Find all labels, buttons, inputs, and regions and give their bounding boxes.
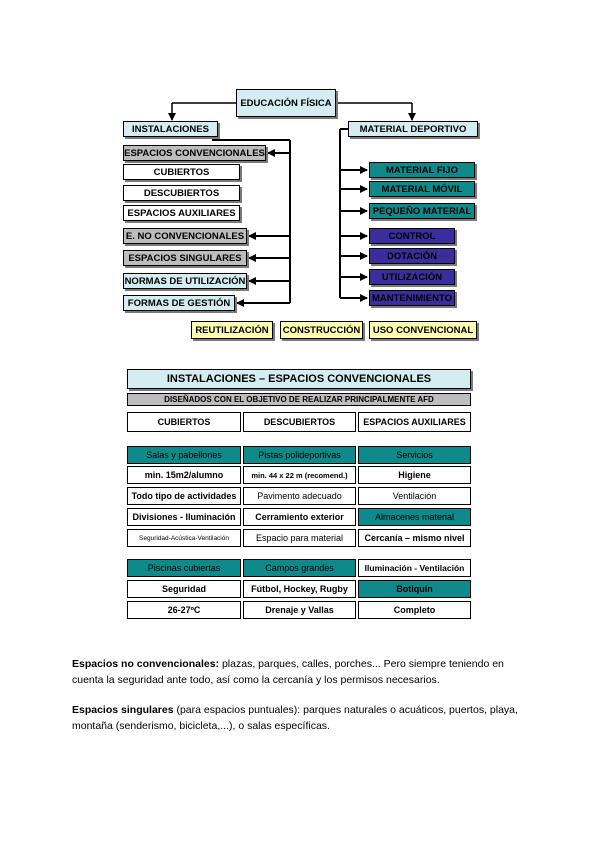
table-cell: Ventilación (358, 487, 471, 505)
pequeno-material-node: PEQUEÑO MATERIAL (369, 203, 475, 219)
table-cell: Seguridad-Acústica-Ventilación (127, 529, 241, 547)
descubiertos-node: DESCUBIERTOS (123, 185, 240, 201)
uso-convencional-node: USO CONVENCIONAL (369, 321, 477, 339)
header-descubiertos: DESCUBIERTOS (243, 412, 356, 432)
header-cubiertos: CUBIERTOS (127, 412, 241, 432)
table-cell: Iluminación - Ventilación (358, 559, 471, 577)
table-cell: Seguridad (127, 580, 241, 598)
table-cell: Completo (358, 601, 471, 619)
normas-utilizacion-node: NORMAS DE UTILIZACIÓN (123, 273, 247, 289)
header-auxiliares: ESPACIOS AUXILIARES (358, 412, 471, 432)
table-cell: Almacenes material (358, 508, 471, 526)
cubiertos-node: CUBIERTOS (123, 164, 240, 180)
material-deportivo-node: MATERIAL DEPORTIVO (348, 121, 478, 137)
table-cell: Divisiones - Iluminación (127, 508, 241, 526)
construccion-node: CONSTRUCCIÓN (280, 321, 363, 339)
table-cell: Pistas polideportivas (243, 446, 356, 464)
table-subtitle: DISEÑADOS CON EL OBJETIVO DE REALIZAR PRINCIPALMENTE AFD (127, 393, 471, 406)
mantenimiento-node: MANTENIMIENTO (369, 290, 455, 306)
table-cell: Servicios (358, 446, 471, 464)
utilizacion-node: UTILIZACIÓN (369, 269, 455, 285)
espacios-singulares-node: ESPACIOS SINGULARES (123, 250, 247, 266)
table-cell: Piscinas cubiertas (127, 559, 241, 577)
instalaciones-node: INSTALACIONES (123, 121, 218, 137)
table-cell: min. 44 x 22 m (recomend.) (243, 466, 356, 484)
table-cell: Salas y pabellones (127, 446, 241, 464)
paragraph-term: Espacios singulares (72, 704, 174, 716)
table-cell: 26-27ºC (127, 601, 241, 619)
material-movil-node: MATERIAL MÓVIL (369, 181, 475, 197)
table-cell: Espacio para material (243, 529, 356, 547)
formas-gestion-node: FORMAS DE GESTIÓN (123, 295, 235, 311)
table-cell: Campos grandes (243, 559, 356, 577)
table-cell: Cercanía – mismo nivel (358, 529, 471, 547)
diagram-connectors (0, 0, 600, 345)
no-convencionales-node: E. NO CONVENCIONALES (123, 228, 247, 244)
paragraph-term: Espacios no convencionales: (72, 658, 220, 670)
table-cell: min. 15m2/alumno (127, 466, 241, 484)
dotacion-node: DOTACIÓN (369, 248, 455, 264)
root-node: EDUCACIÓN FÍSICA (236, 89, 336, 117)
table-cell: Pavimento adecuado (243, 487, 356, 505)
espacios-auxiliares-node: ESPACIOS AUXILIARES (123, 205, 240, 221)
paragraph-singulares (72, 702, 532, 734)
table-cell: Higiene (358, 466, 471, 484)
espacios-convencionales-node: ESPACIOS CONVENCIONALES (123, 145, 266, 161)
table-cell: Cerramiento exterior (243, 508, 356, 526)
table-cell: Botiquín (358, 580, 471, 598)
control-node: CONTROL (369, 228, 455, 244)
paragraph-no-convencionales (72, 656, 532, 688)
table-cell: Fútbol, Hockey, Rugby (243, 580, 356, 598)
paragraph-body: plazas, parques, calles, porches... Pero siempre teniendo en cuenta la seguridad ante todo, así como la cercanía y los permisos necesarios. (72, 658, 504, 686)
paragraph-body: (para espacios puntuales): parques naturales o acuáticos, puertos, playa, montaña (senderismo, bicicleta,...), o salas específicas. (72, 704, 518, 732)
reutilizacion-node: REUTILIZACIÓN (191, 321, 273, 339)
table-cell: Todo tipo de actividades (127, 487, 241, 505)
table-title: INSTALACIONES – ESPACIOS CONVENCIONALES (127, 369, 471, 389)
table-cell: Drenaje y Vallas (243, 601, 356, 619)
material-fijo-node: MATERIAL FIJO (369, 162, 475, 178)
